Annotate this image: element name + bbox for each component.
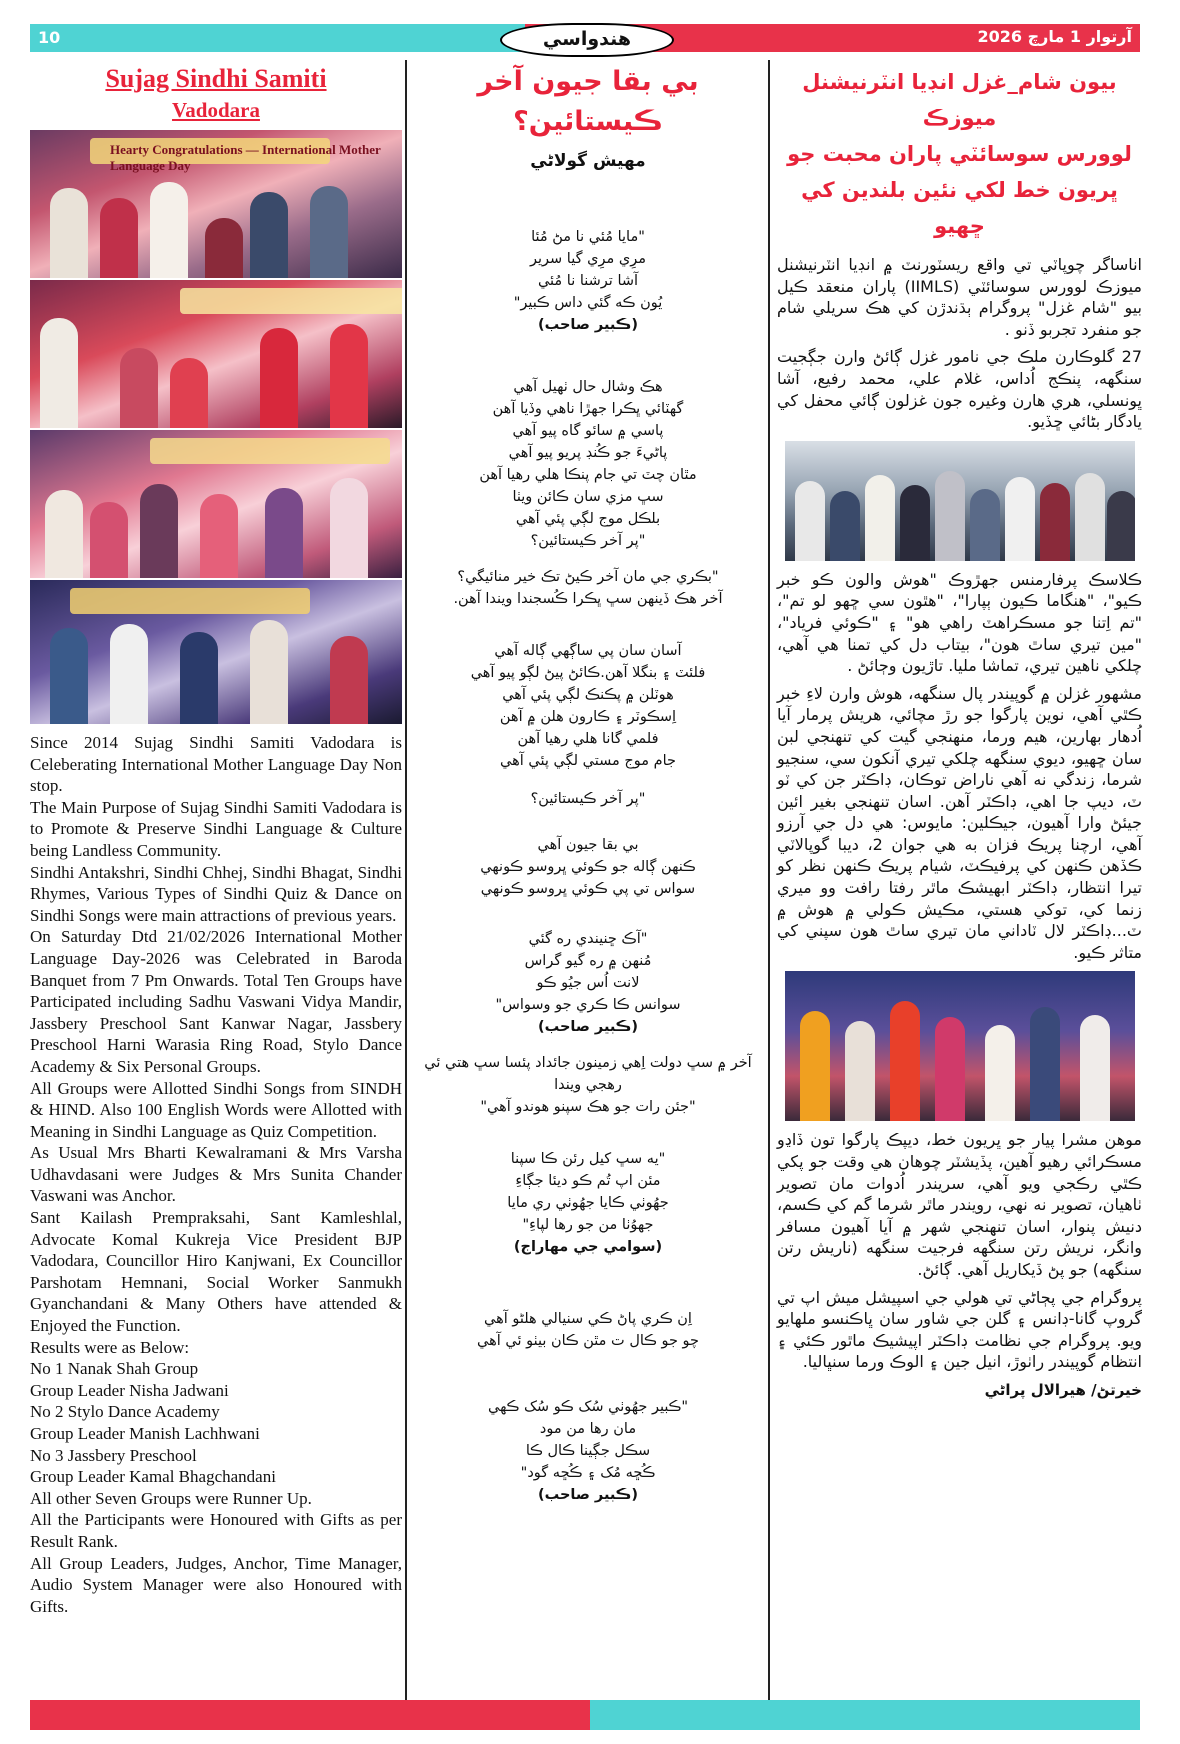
person-figure [985, 1025, 1015, 1121]
poem-line: "جئن رات جو هڪ سپنو هوندو آهي" [480, 1099, 696, 1115]
article-subtitle: Vadodara [172, 98, 260, 122]
issue-date: آرتوار 1 مارچ 2026 [977, 27, 1132, 46]
poem-line: جهوُٺا من جو رها لپاءِ" [522, 1217, 654, 1233]
poem-line: اِن ڪري پاڻ ڪي سنيالي هلڻو آهي [484, 1311, 692, 1327]
poem-line: مئن اپ تُم ڪو ديئا جڳاءِ [515, 1173, 661, 1189]
person-figure [50, 628, 88, 724]
article-title: Sujag Sindhi Samiti [105, 64, 327, 93]
poem-stanza [412, 1308, 764, 1352]
poem-line: آسان سان پي ساڳهي ڳاله آهي [494, 643, 682, 659]
poem-line: پاڻيءَ جو ڪُنڊ پريو پيو آهي [508, 445, 668, 461]
title-line: لوورس سوسائٽي پاران محبت جو [787, 142, 1132, 166]
person-figure [1005, 477, 1035, 561]
person-figure [800, 1011, 830, 1121]
poem-line: ڪنهن ڳاله جو ڪوئي ڀروسو ڪونهي [480, 859, 696, 875]
poem-line: آخر ۾ سڀ دولت اِهي زمينون جائداد پئسا سڀ هتي ئي رهجي ويندا [424, 1055, 752, 1093]
person-figure [50, 188, 88, 278]
masthead-logo: هندواسي [500, 23, 674, 57]
poem-line: جام موج مستي لڳي پئي آهي [500, 753, 676, 769]
event-photo-4 [30, 580, 402, 724]
poem-line: "پر آخر ڪيستائين؟ [530, 533, 646, 549]
person-figure [1107, 491, 1135, 561]
poem-line: گهٽائي ڀڪرا جهڙا ناهي وڏيا آهن [492, 401, 684, 417]
poem-body [412, 226, 764, 1506]
person-figure [100, 198, 138, 278]
person-figure [90, 502, 128, 578]
poem-line: مُنهن ۾ ره گيو گراس [524, 953, 652, 969]
poem-line: هوٽلن ۾ پڪنڪ لڳي پئي آهي [502, 687, 674, 703]
poem-line: پاسي ۾ سائو گاه پيو آهي [512, 423, 664, 439]
poem-line: مرِي مرِي گيا سرير [530, 251, 646, 267]
poem-line: هڪ وشال حال ٺهيل آهي [513, 379, 663, 395]
person-figure [1080, 1015, 1110, 1121]
poem-line: سواس تي پي ڪوئي ڀروسو ڪونهي [480, 881, 696, 897]
person-figure [120, 348, 158, 428]
poem-line: "بڪري جي مان آخر ڪيڻ تڪ خير منائيگي؟ [457, 569, 719, 585]
paragraph: ڪلاسڪ پرفارمنس جهڙوڪ "هوش والون ڪو خبر ڪيو"، "هنگاما ڪيون ٻپارا"، "هٿون سي ڇهو لو تم"، "تم اِتنا جو مسڪراهٽ راهي هو" ۽ "ڪوئي فرياد"، "مين تيري ساٿ هون"، بيتاب دل کي تمنا هي آهي، چلکي ناهين تيري، تماشا مليا. تاڙيون وڄائڻ . [777, 569, 1142, 676]
poem-stanza [412, 376, 764, 552]
column-divider-left [405, 60, 407, 1700]
poem-line: يُون ڪه گئي داس ڪبير" [513, 295, 663, 311]
person-figure [265, 488, 303, 578]
paragraph: The Main Purpose of Sujag Sindhi Samiti Vadodara is to Promote & Preserve Sindhi Language & Culture being Landless Community. [30, 797, 402, 860]
poem-line: "آڪ ڇنيندي ره گئي [528, 931, 648, 947]
person-figure [330, 324, 368, 428]
person-figure [330, 478, 368, 578]
person-figure [890, 1001, 920, 1121]
person-figure [150, 182, 188, 278]
poem-title: بي بقا جيون آخر ڪيستائين؟ [477, 66, 699, 137]
poem-line: "پر آخر ڪيستائين؟ [530, 791, 646, 807]
person-figure [845, 1021, 875, 1121]
title-line: ڀريون خط لکي نئين بلندين کي ڇهيو [801, 178, 1118, 238]
person-figure [170, 358, 208, 428]
person-figure [250, 620, 288, 724]
person-figure [260, 328, 298, 428]
paragraph: All Group Leaders, Judges, Anchor, Time Manager, Audio System Manager were also Honoured with Gifts. [30, 1553, 402, 1616]
person-figure [900, 485, 930, 561]
poem-stanza [412, 788, 764, 810]
poem-line: سوانس ڪا ڪري جو وسواس" [495, 997, 681, 1013]
paragraph: پروگرام جي پڄاڻي تي هولي جي اسپيشل ميش اپ تي گروپ گانا-ڊانس ۽ گلن جي شاور سان ڀاڪنسو ملهايو ويو. پروگرام جي نظامت ڊاڪٽر اپيشيڪ ماٿور ڪئي ۽ انتظام گوپيندر راٺوڙ، انيل جين ۽ الوڪ ورما سنڀاليا. [777, 1287, 1142, 1372]
poem-line: آخر هڪ ڏينهن سڀ ڀڪرا ڪُسجندا ويندا آهن. [453, 591, 723, 607]
event-photo-1 [30, 130, 402, 278]
result-line: No 1 Nanak Shah Group [30, 1359, 199, 1379]
result-line: No 2 Stylo Dance Academy [30, 1402, 220, 1422]
paragraph: 27 گلوڪارن ملڪ جي نامور غزل ڳائڻ وارن جڳجيت سنگهه، پنڪج اُداس، غلام علي، محمد رفيع، آشا ڀونسلي، هري هارن وغيره جون غزلون ڳائي محفل کي يادگار بڻائي ڇڏيو. [777, 347, 1142, 432]
photo-banner [70, 588, 310, 614]
paragraph: As Usual Mrs Bharti Kewalramani & Mrs Varsha Udhavdasani were Judges & Mrs Sunita Chander Vaswani was Anchor. [30, 1143, 402, 1206]
paragraph: All the Participants were Honoured with Gifts as per Result Rank. [30, 1510, 402, 1551]
poem-stanza [412, 1148, 764, 1258]
result-line: Group Leader Nisha Jadwani [30, 1380, 229, 1400]
poem-line: "مايا مُئي نا مڻ مُئا [531, 229, 645, 245]
paragraph: All other Seven Groups were Runner Up. [30, 1488, 312, 1508]
column-divider-right [768, 60, 770, 1700]
paragraph: Sant Kailash Prempraksahi, Sant Kamleshlal, Advocate Komal Kukreja Vice President BJP Vadodara, Councillor Hiro Kanjwani, Ex Councillor Parshotam Hemnani, Social Worker Sanmukh Gyanchandani & Many Others have attended & Enjoyed the Function. [30, 1208, 402, 1336]
poem-line: اِسڪوٽر ۽ ڪارون هلن ۾ آهن [499, 709, 677, 725]
result-line: Group Leader Kamal Bhagchandani [30, 1467, 276, 1487]
article-body [30, 732, 402, 1617]
poem-line: آشا ترشنا نا مُئي [537, 273, 639, 289]
person-figure [865, 475, 895, 561]
poem-line: چو جو ڪال ت مٿن ڪان بيٺو ئي آهي [477, 1333, 699, 1349]
person-figure [110, 624, 148, 724]
event-photo-2 [30, 280, 402, 428]
person-figure [935, 1017, 965, 1121]
person-figure [200, 494, 238, 578]
poem-reference: (سوامي جي مهاراج) [513, 1239, 663, 1255]
right-article-title [777, 64, 1142, 244]
person-figure [45, 490, 83, 578]
poem-line: "ڪبير جهُوٺي سُک ڪو سُک ڪهي [487, 1399, 688, 1415]
header-bar-teal [30, 24, 525, 52]
poem-line: فلئٽ ۽ بنگلا آهن.ڪائڻ پيڻ لڳو پيو آهي [470, 665, 706, 681]
poem-stanza [412, 566, 764, 610]
poem-line: جهُوٺي ڪايا جهُوٺي ري مايا [507, 1195, 669, 1211]
person-figure [1030, 1007, 1060, 1121]
poem-reference: (ڪبير صاحب) [538, 317, 638, 333]
result-line: Group Leader Manish Lachhwani [30, 1424, 260, 1443]
poem-line: مان رها من مود [539, 1421, 637, 1437]
poem-line: مٿان چٽ تي جام پنڪا هلي رهيا آهن [479, 467, 697, 483]
person-figure [330, 636, 368, 724]
person-figure [205, 218, 243, 278]
photo-banner [150, 438, 390, 464]
paragraph: اناساگر چوپاٽي تي واقع ريسٽورنٽ ۾ انڊيا انٽرنيشنل ميوزڪ لوورس سوسائٽي (IIMLS) پاران منعقد ڪيل بيو "شام غزل" پروگرام ٻڌندڙن کي هڪ سريلي شام جو منفرد تجربو ڏنو . [777, 255, 1142, 339]
poem-stanza [412, 226, 764, 336]
english-article [30, 62, 402, 1617]
person-figure [140, 484, 178, 578]
paragraph: Since 2014 Sujag Sindhi Samiti Vadodara is Celeberating International Mother Language Day Non stop. [30, 733, 402, 796]
poem-reference: (ڪبير صاحب) [538, 1019, 638, 1035]
article-credit: خيرتڻ/ هيرالال پراڻي [984, 1380, 1142, 1399]
poem-stanza [412, 928, 764, 1038]
person-figure [310, 186, 348, 278]
footer-bar-teal [590, 1700, 1140, 1730]
person-figure [830, 491, 860, 561]
results-heading: Results were as Below: [30, 1337, 190, 1357]
poem-line: فلمي گانا هلي رهيا آهن [517, 731, 659, 747]
poem-line: "يه سڀ کيل رئن ڪا سپنا [510, 1151, 666, 1167]
paragraph: موهن مشرا پيار جو ڀريون خط، ديپڪ پارگوا تون ڏاڍو مسڪرائي رهيو آهين، پڏيشٽر چوهان هي وقت جو پکي ڪٿي رڪجي ويو آهي، سريندر اُدوات مان تصوير ٺاهيان، تصوير نه نهي، رويندر ماٿر شرما گم کي ڪسم، دنيش پنوار، اسان تنهنجي شهر ۾ آيا آهيون مسافر وانگر، نريش رتن سنگهه فرجيت سنگهه (ناريش رتن سنگهه) جو پڻ ڏيکاريل آهي. ڳائڻ. [777, 1130, 1142, 1279]
event-photo-3 [30, 430, 402, 578]
poem-stanza [412, 834, 764, 900]
person-figure [935, 471, 965, 561]
paragraph: Sindhi Antakshri, Sindhi Chhej, Sindhi Bhagat, Sindhi Rhymes, Various Types of Sindhi Quiz & Dance on Sindhi Songs were main attractions of previous years. [30, 862, 402, 925]
poem-article [412, 62, 764, 1506]
poem-line: سڀ مزي سان ڪائن ويٺا [512, 489, 664, 505]
poem-line: سڪل جڳينا ڪال ڪا [525, 1443, 651, 1459]
poem-line: بي بقا جيون آهي [537, 837, 639, 853]
person-figure [250, 192, 288, 278]
person-figure [40, 318, 78, 428]
poem-line: بلڪل موج لڳي پئي آهي [515, 511, 661, 527]
paragraph: On Saturday Dtd 21/02/2026 International Mother Language Day-2026 was Celebrated in Baroda Banquet from 7 Pm Onwards. Total Ten Groups have Participated including Sadhu Vaswani Vidya Mandir, Jassbery Preschool Sant Kanwar Nagar, Jassbery Preschool Harni Warasia Ring Road, Stylo Dance Academy & Six Personal Groups. [30, 927, 402, 1076]
ghazal-event-photo-1 [785, 441, 1135, 561]
photo-caption: Hearty Congratulations — International Mother Language Day [110, 142, 381, 173]
title-line: بيون شام_غزل انڊيا انٽرنيشنل ميوزڪ [802, 70, 1117, 130]
page-number: 10 [38, 28, 61, 47]
poem-stanza [412, 1396, 764, 1506]
poem-line: لانت اُس جيُو ڪو [536, 975, 640, 991]
ghazal-event-photo-2 [785, 971, 1135, 1121]
poem-author: مهيش گولاڻي [530, 151, 646, 171]
person-figure [970, 489, 1000, 561]
poem-line: ڪُڇه مُک ۽ ڪُڇه گود" [520, 1465, 656, 1481]
urdu-article [777, 62, 1142, 1399]
photo-banner [180, 288, 402, 314]
person-figure [180, 632, 218, 724]
result-line: No 3 Jassbery Preschool [30, 1445, 197, 1465]
footer-bar-red [30, 1700, 590, 1730]
paragraph: مشهور غزلن ۾ گوپيندر پال سنگهه، هوش وارن لاءِ خبر ڪٿي آهي، نوين پارگوا جو رڙ مچائي، هريش پرمار آيا اُدهار بهارين، هيم ورما، منهنجي گيت کي تنهنجي لبن سان ڇهيو، ديوي سنگهه چلکي تيري آنکون سي، سنجيو شرما، زندگي نه آهي ناراض توڪان، ڊاڪٽر جن کي ٽو ٽ، ديپ جا اهي، ڊاڪٽر آهن. اسان تنهنجي بغير ائين جيئڻ وارا آهيون، جيڪلين: مايوس: هي دل جي آرزو آهي، ارچنا پريڪ فزان به هي جوان 2، ديبا گوپالاٽي ڪڏهن ڪنهن کي پرفيڪٽ، شيام پريڪ ڪنهن نظر کو تيرا انتظار، ڊاڪٽر ابهيشڪ ماٿر رفتا رافت وو ميري زنما کي، توکي هستي، مڪيش ڪولي ۾ هوش ۾ ٽ...ڊاڪٽر لال ٽاداني مان تيري ساٿ هون سپني کي متاثر ڪيو. [777, 683, 1142, 962]
person-figure [1040, 483, 1070, 561]
poem-stanza [412, 640, 764, 772]
poem-reference: (ڪبير صاحب) [538, 1487, 638, 1503]
person-figure [795, 481, 825, 561]
person-figure [1075, 473, 1105, 561]
paragraph: All Groups were Allotted Sindhi Songs from SINDH & HIND. Also 100 English Words were Allotted with Meaning in Sindhi Language as Quiz Competition. [30, 1078, 402, 1141]
poem-stanza [412, 1052, 764, 1118]
